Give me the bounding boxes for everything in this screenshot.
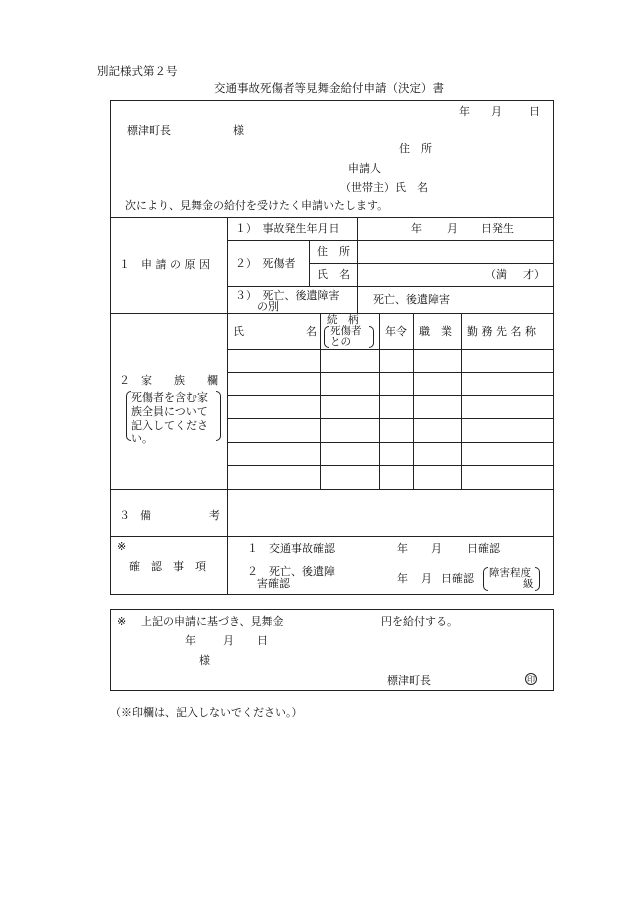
decision-year: 年 <box>185 634 196 647</box>
seal-mark: 印 <box>527 675 535 684</box>
decision-text-a: 上記の申請に基づき、見舞金 <box>141 615 284 628</box>
form-title: 交通事故死傷者等見舞金給付申請（決定）書 <box>214 81 444 95</box>
decision-mayor: 標津町長 <box>387 674 431 687</box>
accident-day: 日発生 <box>481 222 514 235</box>
death-disability-value: 死亡、後遺障害 <box>373 293 450 306</box>
death-disability-label: ３） 死亡、後遺障害 <box>235 289 340 302</box>
householder-name-label: （世帯主）氏 名 <box>340 181 428 194</box>
footer-note: （※印欄は、記入しないでください。） <box>110 706 303 719</box>
confirm-item2-month: 月 <box>421 572 432 585</box>
casualty-name-label: 氏 名 <box>317 268 350 281</box>
addressee-label: 標津町長 <box>127 124 171 137</box>
casualty-age-open: （満 <box>485 268 507 281</box>
col-name-1: 氏 <box>233 325 244 338</box>
accident-year: 年 <box>411 222 422 235</box>
decision-mark: ※ <box>117 615 127 628</box>
accident-date-label: １） 事故発生年月日 <box>235 222 340 235</box>
decision-day: 日 <box>257 634 268 647</box>
confirm-item1-month: 月 <box>431 542 442 555</box>
confirm-item2-year: 年 <box>397 572 408 585</box>
confirm-item2-label-2: 害確認 <box>257 577 290 590</box>
applicant-label: 申請人 <box>348 162 381 175</box>
confirm-item1-day: 日確認 <box>467 542 500 555</box>
casualty-address-label: 住 所 <box>317 245 350 258</box>
confirm-item2-label: ２ 死亡、後遺障 <box>247 565 335 578</box>
death-disability-label-2: の別 <box>257 300 279 313</box>
casualty-age-close: 才） <box>523 268 545 281</box>
decision-month: 月 <box>223 634 234 647</box>
section3-number: ３ <box>119 509 130 522</box>
col-relation-1: 続 柄 <box>327 314 359 326</box>
disability-grade-label: 障害程度 <box>489 567 531 579</box>
confirm-item1-year: 年 <box>397 542 408 555</box>
casualty-label: ２） 死傷者 <box>235 257 296 270</box>
col-relation-3: との <box>330 336 351 348</box>
col-relation-2: 死傷者 <box>330 325 362 337</box>
col-workplace: 勤 務 先 名 称 <box>467 325 536 338</box>
disability-grade-unit: 級 <box>523 578 534 590</box>
accident-month: 月 <box>447 222 458 235</box>
section1-label: １ 申 請 の 原 因 <box>119 258 210 271</box>
date-month-label: 月 <box>491 105 502 118</box>
section3-label-a: 備 <box>140 509 151 522</box>
applicant-address-label: 住 所 <box>399 142 432 155</box>
decision-text-b: 円を給付する。 <box>381 615 458 628</box>
section2-note: 死傷者を含む家族全員について記入してください。 <box>131 391 208 446</box>
addressee-sama: 様 <box>233 124 244 137</box>
col-name-2: 名 <box>306 325 317 338</box>
form-number: 別記様式第２号 <box>97 64 178 78</box>
date-year-label: 年 <box>459 105 470 118</box>
col-job: 職 業 <box>419 325 452 338</box>
application-form <box>110 100 554 595</box>
date-day-label: 日 <box>529 105 540 118</box>
application-statement: 次により、見舞金の給付を受けたく申請いたします。 <box>125 199 389 212</box>
decision-box <box>110 609 554 691</box>
section2-label: ２ 家 族 欄 <box>119 374 218 387</box>
confirm-item2-day: 日確認 <box>441 572 474 585</box>
confirm-item1-label: １ 交通事故確認 <box>247 542 335 555</box>
section3-label-b: 考 <box>209 509 220 522</box>
confirm-mark: ※ <box>117 540 127 553</box>
decision-sama: 様 <box>199 654 210 667</box>
col-age: 年令 <box>385 325 407 338</box>
confirm-label: 確 認 事 項 <box>129 560 206 573</box>
